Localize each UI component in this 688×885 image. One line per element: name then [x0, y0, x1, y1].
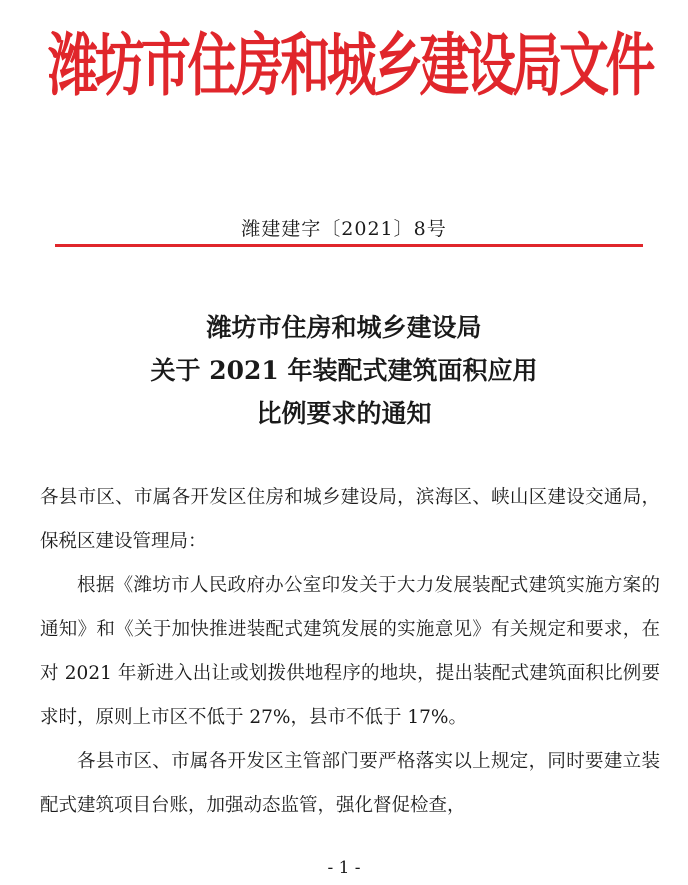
red-divider-line [55, 244, 643, 247]
body-paragraph: 根据《潍坊市人民政府办公室印发关于大力发展装配式建筑实施方案的通知》和《关于加快推进装配式建筑发展的实施意见》有关规定和要求，在对 2021 年新进入出让或划拨供地程序的地块，提出装配式建筑面积比例要求时，原则上市区不低于 27%，县市不低于 17%。 [40, 575, 660, 728]
addressee-paragraph: 各县市区、市属各开发区住房和城乡建设局，滨海区、峡山区建设交通局，保税区建设管理局： [40, 487, 660, 552]
document-number: 潍建建字〔2021〕8号 [241, 218, 447, 240]
page-number: - 1 - [327, 858, 361, 878]
notice-title [0, 306, 688, 435]
notice-title-line-2: 关于 2021 年装配式建筑面积应用 [150, 356, 538, 385]
notice-title-line-1: 潍坊市住房和城乡建设局 [206, 313, 482, 342]
notice-title-line-3: 比例要求的通知 [256, 399, 432, 428]
body-paragraph: 各县市区、市属各开发区主管部门要严格落实以上规定，同时要建立装配式建筑项目台账，加强动态监管，强化督促检查， [40, 751, 660, 816]
notice-body [40, 476, 660, 828]
masthead-title: 潍坊市住房和城乡建设局文件 [48, 25, 652, 106]
